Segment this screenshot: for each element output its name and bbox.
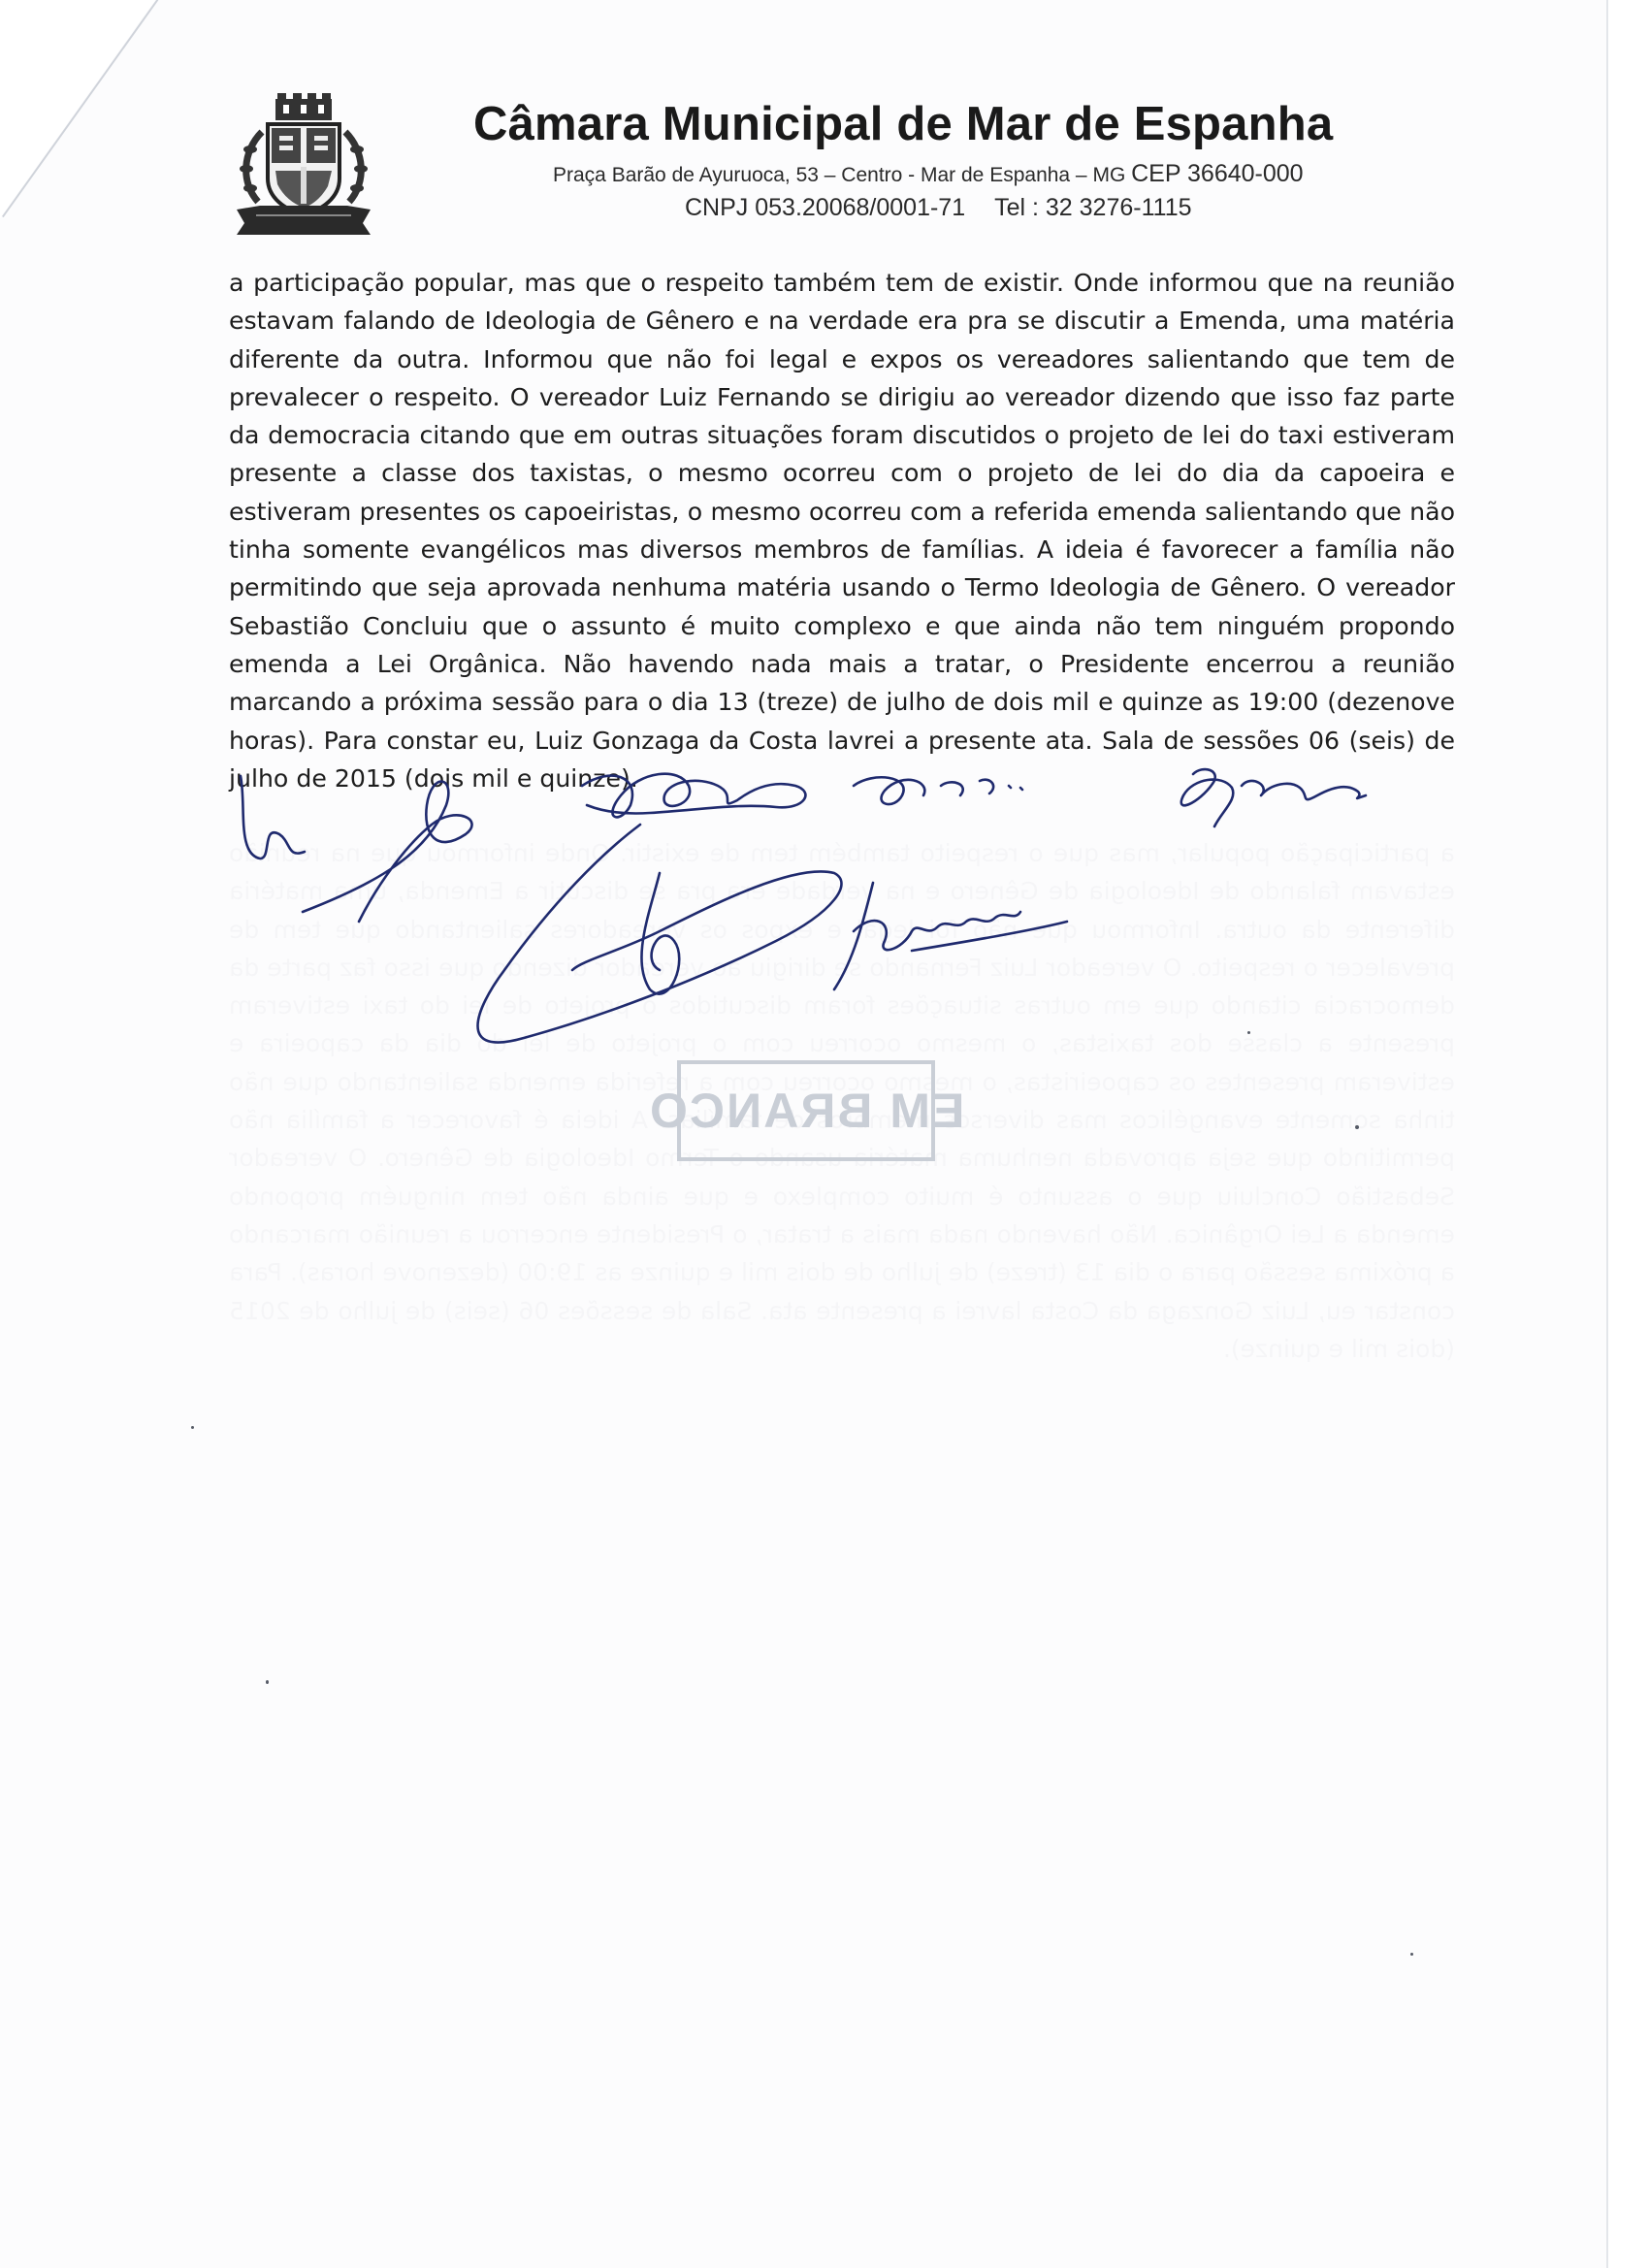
blank-stamp-text: EM BRANCO — [647, 1084, 965, 1138]
scan-speck — [1410, 1953, 1413, 1956]
signature-8-icon — [834, 883, 1067, 989]
signature-6-icon — [478, 825, 842, 1043]
page-right-edge — [1606, 0, 1649, 2268]
municipal-crest-icon — [233, 93, 374, 237]
signature-2-icon — [303, 782, 472, 922]
scan-speck — [191, 1426, 194, 1429]
scan-speck — [1247, 1031, 1250, 1034]
chamber-address — [553, 160, 1426, 188]
scan-speck — [1355, 1125, 1359, 1129]
phone-number: Tel : 32 3276-1115 — [994, 194, 1192, 221]
signature-4-icon — [854, 777, 1022, 804]
minutes-paragraph: a participação popular, mas que o respeito também tem de existir. Onde informou que na reunião estavam falando de Ideologia de Gênero e na verdade era pra se discutir a Emenda, uma matéria diferente da outra. Informou que não foi legal e expos os vereadores salientando que tem de prevalecer o respeito. O vereador Luiz Fernando se dirigiu ao vereador dizendo que isso faz parte da democracia citando que em outras situações foram discutidos o projeto de lei do taxi estiveram presente a classe dos taxistas, o mesmo ocorreu com o projeto de lei do dia da capoeira e estiveram presentes os capoeiristas, o mesmo ocorreu com a referida emenda salientando que não tinha somente evangélicos mas diversos membros de famílias. A ideia é favorecer a família não permitindo que seja aprovada nenhuma matéria usando o Termo Ideologia de Gênero. O vereador Sebastião Concluiu que o assunto é muito complexo e que ainda não tem ninguém propondo emenda a Lei Orgânica. Não havendo nada mais a tratar, o Presidente encerrou a reunião marcando a próxima sessão para o dia 13 (treze) de julho de dois mil e quinze as 19:00 (dezenove horas). Para constar eu, Luiz Gonzaga da Costa lavrei a presente ata. Sala de sessões 06 (seis) de julho de 2015 (dois mil e quinze). — [229, 269, 1455, 793]
address-line: Praça Barão de Ayuruoca, 53 – Centro - Mar de Espanha – MG — [553, 164, 1126, 186]
signature-7-icon — [641, 873, 679, 994]
scan-speck — [266, 1680, 269, 1684]
chamber-contact — [685, 194, 1364, 222]
signature-3-icon — [582, 774, 805, 818]
signature-5-icon — [1181, 769, 1366, 826]
chamber-title: Câmara Municipal de Mar de Espanha — [473, 98, 1334, 150]
postal-code: CEP 36640-000 — [1131, 160, 1304, 187]
signatures-area — [233, 766, 1455, 1096]
signature-1-icon — [241, 776, 305, 859]
cnpj-number: CNPJ 053.20068/0001-71 — [685, 194, 966, 221]
